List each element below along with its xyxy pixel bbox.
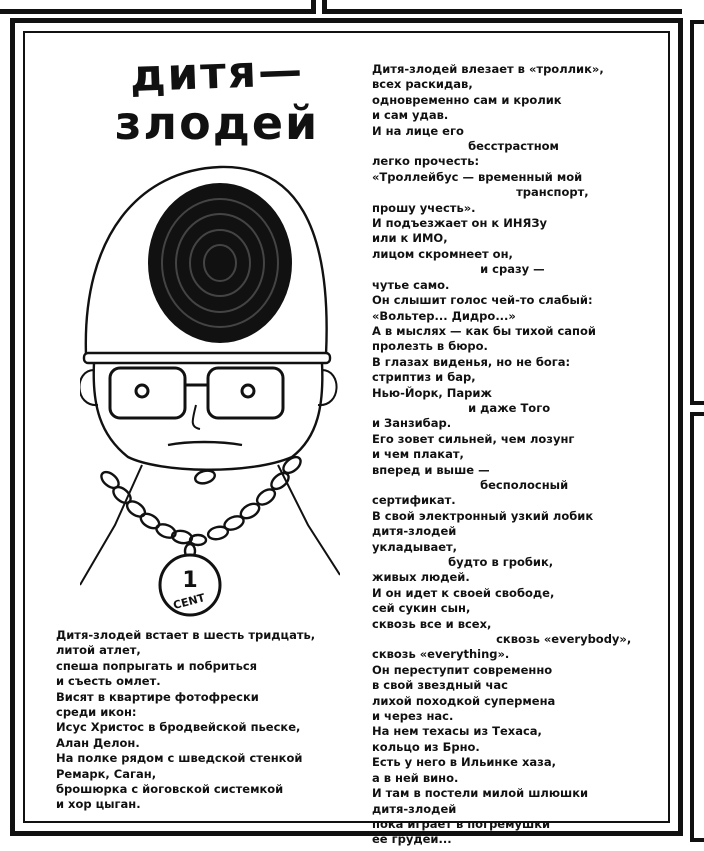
brain-spiral-icon — [148, 183, 292, 343]
adjacent-page-frame-top — [690, 20, 704, 405]
top-left-frame — [0, 0, 316, 14]
medallion-word: CENT — [171, 591, 207, 613]
glasses-icon — [110, 368, 283, 418]
title-line-2: злодей — [114, 96, 320, 150]
poem-left-column: Дитя-злодей встает в шесть тридцать, литой атлет, спеша попрыгать и побриться и съесть омлет. Висят в квартире фотофрески среди икон: Исус Христос в бродвейской пьеске, Алан Делон. На полке рядом с шведской стенкой Ремарк, Саган, брошюрка с йоговской системкой и хор цыган. — [56, 628, 316, 812]
poem-right-column: Дитя-злодей влезает в «троллик», всех раскидав, одновременно сам и кролик и сам удав. И на лице его бесстрастном легко прочесть: «Троллейбус — временный мой транспорт, прошу учесть». И подъезжает он к ИНЯЗу или к ИМО, лицом скромнеет он, и сразу — чутье само. Он слышит голос чей-то слабый: «Вольтер... Дидро...» А в мыслях — как бы тихой сапой пролезть в бюро. В глазах виденья, но не бога: стриптиз и бар, Нью-Йорк, Париж и даже Того и Занзибар. Его зовет сильней, чем лозунг и чем плакат, вперед и выше — бесполосный сертификат. В свой электронный узкий лобик дитя-злодей укладывает, будто в гробик, живых людей. И он идет к своей свободе, сей сукин сын, сквозь все и всех, сквозь «everybody», сквозь «everything». Он переступит современно в свой звездный час лихой походкой супермена и через нас. На нем техасы из Техаса, кольцо из Брно. Есть у него в Ильинке хаза, а в ней вино. И там в постели милой шлюшки дитя-злодей пока играет в погремушки ее грудей... — [372, 62, 632, 847]
top-middle-frame — [322, 0, 682, 14]
adjacent-page-frame-bottom — [690, 412, 704, 842]
nose — [193, 405, 200, 429]
mouth — [168, 442, 242, 445]
poem-title — [92, 44, 342, 150]
headband — [84, 353, 330, 363]
medallion-number: 1 — [182, 568, 198, 593]
villain-child-illustration — [80, 165, 340, 625]
title-line-1: дитя— — [129, 44, 305, 103]
